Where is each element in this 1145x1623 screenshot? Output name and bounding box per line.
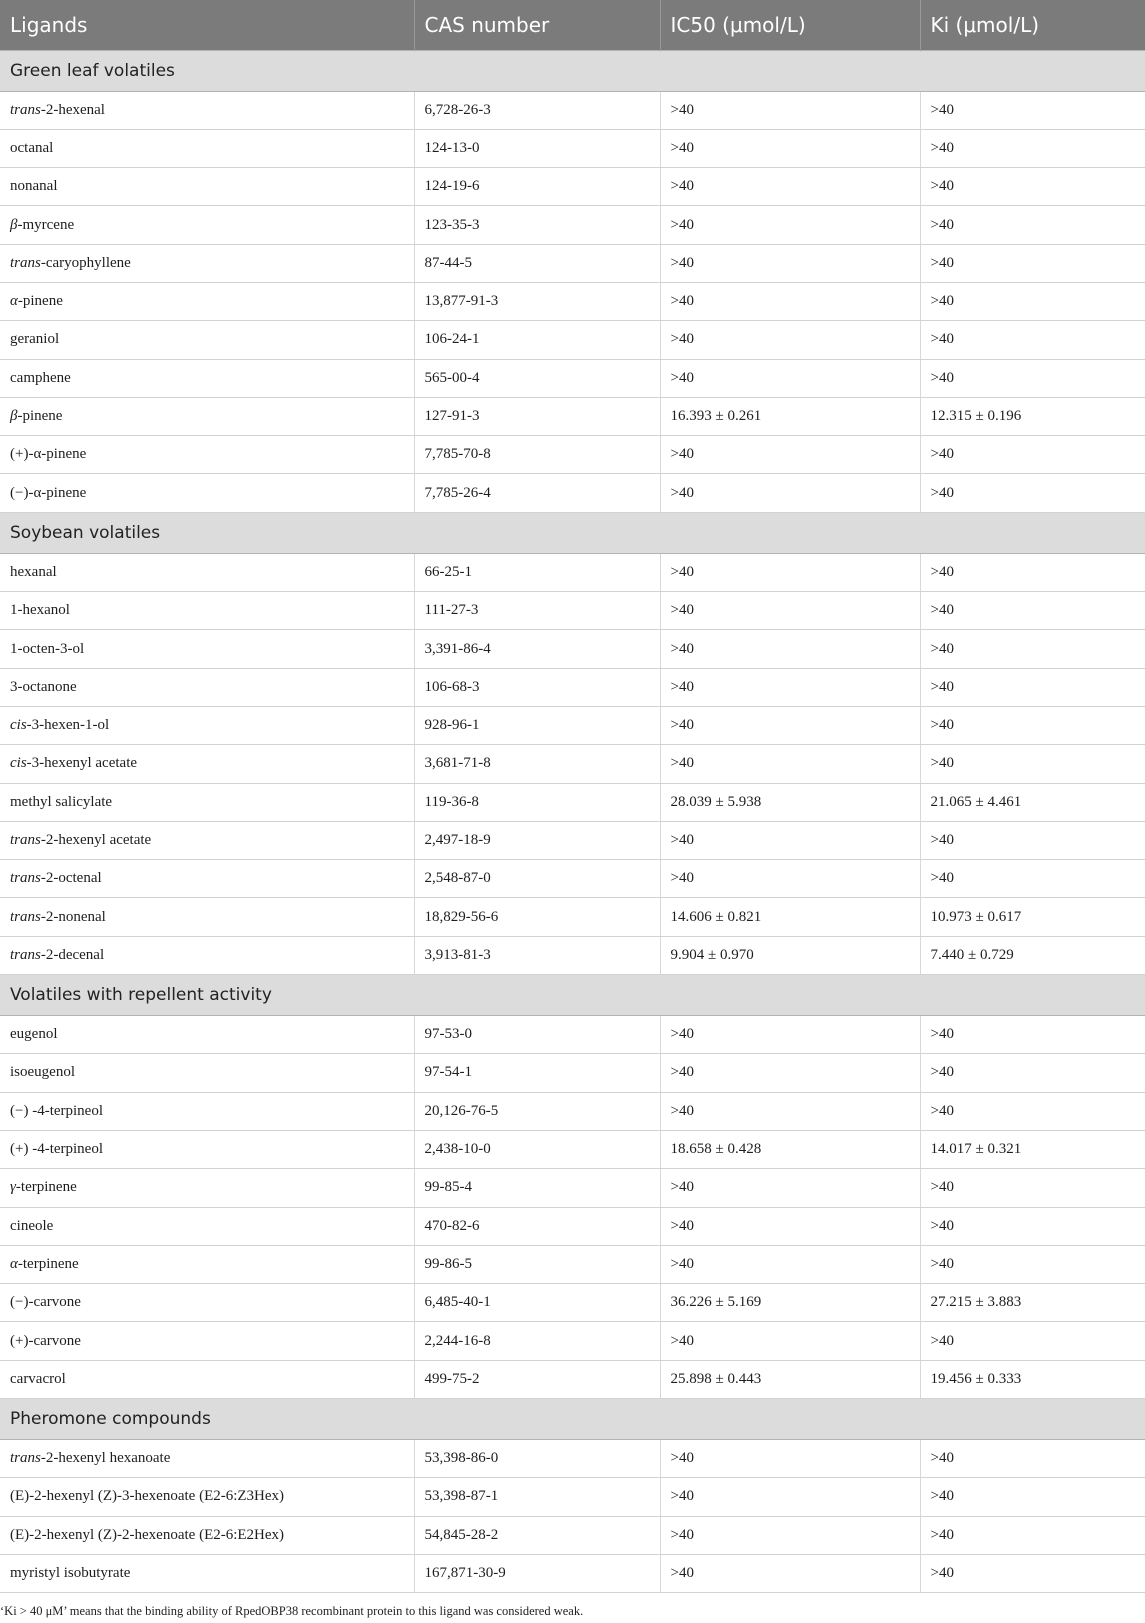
ki-cell: >40 <box>920 630 1145 668</box>
ic50-cell: >40 <box>660 860 920 898</box>
ic50-cell: >40 <box>660 91 920 129</box>
table-body <box>0 50 1145 1593</box>
ki-cell: >40 <box>920 745 1145 783</box>
table-row <box>0 745 1145 783</box>
ligand-prefix: trans <box>10 831 41 848</box>
ligand-name: myristyl isobutyrate <box>10 1565 131 1582</box>
ligand-cell <box>0 592 414 630</box>
table-row <box>0 1245 1145 1283</box>
ligand-name: (+) -4-terpineol <box>10 1141 104 1158</box>
section-row <box>0 975 1145 1016</box>
ligand-prefix: β <box>10 408 18 425</box>
ligand-name: (E)-2-hexenyl (Z)-2-hexenoate (E2-6:E2Hex) <box>10 1526 285 1543</box>
ligand-name: -2-hexenyl acetate <box>40 831 152 848</box>
cas-number-cell: 3,681-71-8 <box>414 745 660 783</box>
ligand-cell <box>0 244 414 282</box>
ki-cell: >40 <box>920 553 1145 591</box>
ic50-cell: >40 <box>660 668 920 706</box>
header-row <box>0 0 1145 50</box>
ligand-name: -pinene <box>17 408 63 425</box>
ic50-cell: 9.904 ± 0.970 <box>660 936 920 974</box>
ki-cell: >40 <box>920 1554 1145 1592</box>
table-footnote: ‘Ki > 40 μM’ means that the binding ability of RpedOBP38 recombinant protein to this ligand was considered weak. <box>0 1604 584 1618</box>
ligand-prefix: trans <box>10 101 41 118</box>
ki-cell: >40 <box>920 359 1145 397</box>
ic50-cell: >40 <box>660 1207 920 1245</box>
ligand-name: (−) -4-terpineol <box>10 1102 104 1119</box>
cas-number-cell: 66-25-1 <box>414 553 660 591</box>
cas-number-cell: 928-96-1 <box>414 706 660 744</box>
table-row <box>0 821 1145 859</box>
ic50-cell: >40 <box>660 282 920 320</box>
ligand-prefix: trans <box>10 254 41 271</box>
cas-number-cell: 97-54-1 <box>414 1054 660 1092</box>
ic50-cell: >40 <box>660 1322 920 1360</box>
cas-number-cell: 6,728-26-3 <box>414 91 660 129</box>
ligand-cell <box>0 1554 414 1592</box>
ligand-cell <box>0 206 414 244</box>
ic50-cell: >40 <box>660 706 920 744</box>
ki-cell: >40 <box>920 592 1145 630</box>
section-title: Green leaf volatiles <box>0 50 1145 91</box>
ligand-name: -2-hexenyl hexanoate <box>40 1450 171 1467</box>
section-title: Soybean volatiles <box>0 512 1145 553</box>
table-row <box>0 244 1145 282</box>
ki-cell: >40 <box>920 1516 1145 1554</box>
ki-cell: >40 <box>920 821 1145 859</box>
ic50-cell: >40 <box>660 630 920 668</box>
ligand-prefix: trans <box>10 946 41 963</box>
table-row <box>0 592 1145 630</box>
ligand-cell <box>0 129 414 167</box>
ligand-cell <box>0 1322 414 1360</box>
ki-cell: >40 <box>920 1207 1145 1245</box>
ki-cell: >40 <box>920 860 1145 898</box>
cas-number-cell: 119-36-8 <box>414 783 660 821</box>
ic50-cell: 18.658 ± 0.428 <box>660 1130 920 1168</box>
ki-cell: >40 <box>920 1016 1145 1054</box>
ki-cell: >40 <box>920 91 1145 129</box>
ligand-name: 3-octanone <box>10 678 77 695</box>
ligand-cell <box>0 91 414 129</box>
ligand-name: -3-hexenyl acetate <box>26 755 138 772</box>
ligand-cell <box>0 359 414 397</box>
ligand-cell <box>0 936 414 974</box>
ligand-name: nonanal <box>10 178 58 195</box>
cas-number-cell: 3,391-86-4 <box>414 630 660 668</box>
cas-number-cell: 54,845-28-2 <box>414 1516 660 1554</box>
table-row <box>0 436 1145 474</box>
ki-cell: >40 <box>920 244 1145 282</box>
ic50-cell: 36.226 ± 5.169 <box>660 1284 920 1322</box>
ic50-cell: 14.606 ± 0.821 <box>660 898 920 936</box>
header-ligands: Ligands <box>0 0 414 50</box>
table-row <box>0 706 1145 744</box>
ligand-cell <box>0 1440 414 1478</box>
ligand-name: (E)-2-hexenyl (Z)-3-hexenoate (E2-6:Z3Hex) <box>10 1488 285 1505</box>
cas-number-cell: 2,438-10-0 <box>414 1130 660 1168</box>
table-row <box>0 168 1145 206</box>
ic50-cell: >40 <box>660 1440 920 1478</box>
table-row <box>0 783 1145 821</box>
ki-cell: >40 <box>920 282 1145 320</box>
section-title: Volatiles with repellent activity <box>0 975 1145 1016</box>
ligand-name: -2-nonenal <box>40 908 106 925</box>
ic50-cell: >40 <box>660 553 920 591</box>
cas-number-cell: 127-91-3 <box>414 397 660 435</box>
ki-cell: 12.315 ± 0.196 <box>920 397 1145 435</box>
cas-number-cell: 7,785-26-4 <box>414 474 660 512</box>
ligand-cell <box>0 1054 414 1092</box>
cas-number-cell: 470-82-6 <box>414 1207 660 1245</box>
section-title: Pheromone compounds <box>0 1399 1145 1440</box>
ki-cell: >40 <box>920 706 1145 744</box>
ligand-prefix: cis <box>10 717 27 734</box>
ki-cell: 21.065 ± 4.461 <box>920 783 1145 821</box>
ic50-cell: >40 <box>660 1554 920 1592</box>
table-row <box>0 282 1145 320</box>
ligand-name: -terpinene <box>15 1179 77 1196</box>
ligand-name: isoeugenol <box>10 1064 75 1081</box>
ic50-cell: >40 <box>660 745 920 783</box>
ligand-prefix: α <box>10 1255 18 1272</box>
header-ki: Ki (μmol/L) <box>920 0 1145 50</box>
header-ic50: IC50 (μmol/L) <box>660 0 920 50</box>
ki-cell: >40 <box>920 668 1145 706</box>
ic50-cell: >40 <box>660 168 920 206</box>
cas-number-cell: 499-75-2 <box>414 1360 660 1398</box>
ligand-cell <box>0 898 414 936</box>
ligand-name: -2-hexenal <box>40 101 105 118</box>
ic50-cell: >40 <box>660 1092 920 1130</box>
ligand-name: 1-hexanol <box>10 602 70 619</box>
ligand-name: geraniol <box>10 331 60 348</box>
ligand-cell <box>0 745 414 783</box>
ki-cell: >40 <box>920 1440 1145 1478</box>
table-row <box>0 1322 1145 1360</box>
ligand-cell <box>0 1284 414 1322</box>
ligand-cell <box>0 821 414 859</box>
table-row <box>0 630 1145 668</box>
ligand-cell <box>0 1360 414 1398</box>
table-row <box>0 1440 1145 1478</box>
ki-cell: >40 <box>920 474 1145 512</box>
ic50-cell: 25.898 ± 0.443 <box>660 1360 920 1398</box>
ligand-cell <box>0 1169 414 1207</box>
table-row <box>0 1360 1145 1398</box>
ligand-name: carvacrol <box>10 1370 66 1387</box>
cas-number-cell: 111-27-3 <box>414 592 660 630</box>
cas-number-cell: 565-00-4 <box>414 359 660 397</box>
ic50-cell: >40 <box>660 1516 920 1554</box>
ligand-cell <box>0 1207 414 1245</box>
cas-number-cell: 53,398-87-1 <box>414 1478 660 1516</box>
ki-cell: >40 <box>920 129 1145 167</box>
ligand-cell <box>0 1245 414 1283</box>
cas-number-cell: 13,877-91-3 <box>414 282 660 320</box>
table-header <box>0 0 1145 50</box>
ligand-cell <box>0 168 414 206</box>
ic50-cell: >40 <box>660 1245 920 1283</box>
table-row <box>0 474 1145 512</box>
table-row <box>0 1169 1145 1207</box>
ligand-cell <box>0 1092 414 1130</box>
table-row <box>0 129 1145 167</box>
ligand-name: cineole <box>10 1217 54 1234</box>
cas-number-cell: 53,398-86-0 <box>414 1440 660 1478</box>
ligand-name: -caryophyllene <box>40 254 131 271</box>
ki-cell: >40 <box>920 1092 1145 1130</box>
ki-cell: >40 <box>920 1054 1145 1092</box>
ligand-name: -2-octenal <box>40 870 102 887</box>
cas-number-cell: 6,485-40-1 <box>414 1284 660 1322</box>
ic50-cell: >40 <box>660 206 920 244</box>
ic50-cell: >40 <box>660 244 920 282</box>
table-row <box>0 1284 1145 1322</box>
ligand-cell <box>0 668 414 706</box>
table-row <box>0 668 1145 706</box>
header-cas-number: CAS number <box>414 0 660 50</box>
ic50-cell: >40 <box>660 474 920 512</box>
ic50-cell: >40 <box>660 592 920 630</box>
section-row <box>0 1399 1145 1440</box>
cas-number-cell: 123-35-3 <box>414 206 660 244</box>
ligand-name: eugenol <box>10 1026 58 1043</box>
ligand-cell <box>0 706 414 744</box>
ligand-name: (−)-α-pinene <box>10 484 87 501</box>
table-row <box>0 860 1145 898</box>
section-row <box>0 512 1145 553</box>
cas-number-cell: 99-86-5 <box>414 1245 660 1283</box>
table-row <box>0 1554 1145 1592</box>
table-row <box>0 1478 1145 1516</box>
ligand-cell <box>0 282 414 320</box>
cas-number-cell: 20,126-76-5 <box>414 1092 660 1130</box>
cas-number-cell: 3,913-81-3 <box>414 936 660 974</box>
ligand-name: 1-octen-3-ol <box>10 640 85 657</box>
ligand-name: (−)-carvone <box>10 1294 81 1311</box>
ki-cell: >40 <box>920 1245 1145 1283</box>
table-row <box>0 1207 1145 1245</box>
table-row <box>0 91 1145 129</box>
ki-cell: 10.973 ± 0.617 <box>920 898 1145 936</box>
ligand-cell <box>0 860 414 898</box>
ki-cell: >40 <box>920 436 1145 474</box>
cas-number-cell: 7,785-70-8 <box>414 436 660 474</box>
ki-cell: 19.456 ± 0.333 <box>920 1360 1145 1398</box>
ic50-cell: >40 <box>660 436 920 474</box>
ki-cell: >40 <box>920 168 1145 206</box>
cas-number-cell: 2,497-18-9 <box>414 821 660 859</box>
ligand-prefix: trans <box>10 1450 41 1467</box>
cas-number-cell: 99-85-4 <box>414 1169 660 1207</box>
table-row <box>0 898 1145 936</box>
ki-cell: 7.440 ± 0.729 <box>920 936 1145 974</box>
ligand-name: hexanal <box>10 563 57 580</box>
ic50-cell: >40 <box>660 1054 920 1092</box>
ligand-prefix: trans <box>10 870 41 887</box>
ic50-cell: >40 <box>660 1016 920 1054</box>
ki-cell: >40 <box>920 1478 1145 1516</box>
cas-number-cell: 87-44-5 <box>414 244 660 282</box>
cas-number-cell: 97-53-0 <box>414 1016 660 1054</box>
ki-cell: >40 <box>920 1322 1145 1360</box>
ligand-cell <box>0 474 414 512</box>
table-row <box>0 321 1145 359</box>
ligand-cell <box>0 783 414 821</box>
ic50-cell: >40 <box>660 1478 920 1516</box>
cas-number-cell: 2,548-87-0 <box>414 860 660 898</box>
ligand-name: -terpinene <box>17 1255 79 1272</box>
cas-number-cell: 2,244-16-8 <box>414 1322 660 1360</box>
ligand-prefix: cis <box>10 755 27 772</box>
ic50-cell: 16.393 ± 0.261 <box>660 397 920 435</box>
ligand-name: (+)-α-pinene <box>10 446 87 463</box>
ligand-cell <box>0 553 414 591</box>
ligand-name: -myrcene <box>17 216 75 233</box>
table-row <box>0 1130 1145 1168</box>
cas-number-cell: 167,871-30-9 <box>414 1554 660 1592</box>
ligand-cell <box>0 1516 414 1554</box>
ki-cell: 14.017 ± 0.321 <box>920 1130 1145 1168</box>
cas-number-cell: 124-19-6 <box>414 168 660 206</box>
ki-cell: >40 <box>920 206 1145 244</box>
ki-cell: >40 <box>920 1169 1145 1207</box>
ki-cell: >40 <box>920 321 1145 359</box>
table-row <box>0 936 1145 974</box>
cas-number-cell: 124-13-0 <box>414 129 660 167</box>
ligand-name: camphene <box>10 369 71 386</box>
table-row <box>0 1016 1145 1054</box>
ligand-prefix: trans <box>10 908 41 925</box>
table-row <box>0 397 1145 435</box>
ic50-cell: >40 <box>660 129 920 167</box>
ligand-name: -2-decenal <box>40 946 105 963</box>
ic50-cell: >40 <box>660 821 920 859</box>
ligand-cell <box>0 397 414 435</box>
cas-number-cell: 106-68-3 <box>414 668 660 706</box>
cas-number-cell: 106-24-1 <box>414 321 660 359</box>
table-row <box>0 1054 1145 1092</box>
ligand-cell <box>0 1130 414 1168</box>
table-row <box>0 359 1145 397</box>
ligand-prefix: γ <box>10 1179 16 1196</box>
table-row <box>0 206 1145 244</box>
ligand-name: -3-hexen-1-ol <box>26 717 110 734</box>
table-row <box>0 1516 1145 1554</box>
ic50-cell: >40 <box>660 359 920 397</box>
ligand-cell <box>0 1016 414 1054</box>
ligand-prefix: α <box>10 293 18 310</box>
ki-cell: 27.215 ± 3.883 <box>920 1284 1145 1322</box>
ic50-cell: >40 <box>660 321 920 359</box>
table-row <box>0 553 1145 591</box>
ligand-name: (+)-carvone <box>10 1332 81 1349</box>
ligand-cell <box>0 1478 414 1516</box>
section-row <box>0 50 1145 91</box>
table-row <box>0 1092 1145 1130</box>
ligand-cell <box>0 321 414 359</box>
ligand-cell <box>0 436 414 474</box>
ic50-cell: >40 <box>660 1169 920 1207</box>
ligand-name: methyl salicylate <box>10 793 113 810</box>
ligand-prefix: β <box>10 216 18 233</box>
ligand-name: -pinene <box>17 293 63 310</box>
ligand-cell <box>0 630 414 668</box>
cas-number-cell: 18,829-56-6 <box>414 898 660 936</box>
ic50-cell: 28.039 ± 5.938 <box>660 783 920 821</box>
ligand-name: octanal <box>10 139 54 156</box>
